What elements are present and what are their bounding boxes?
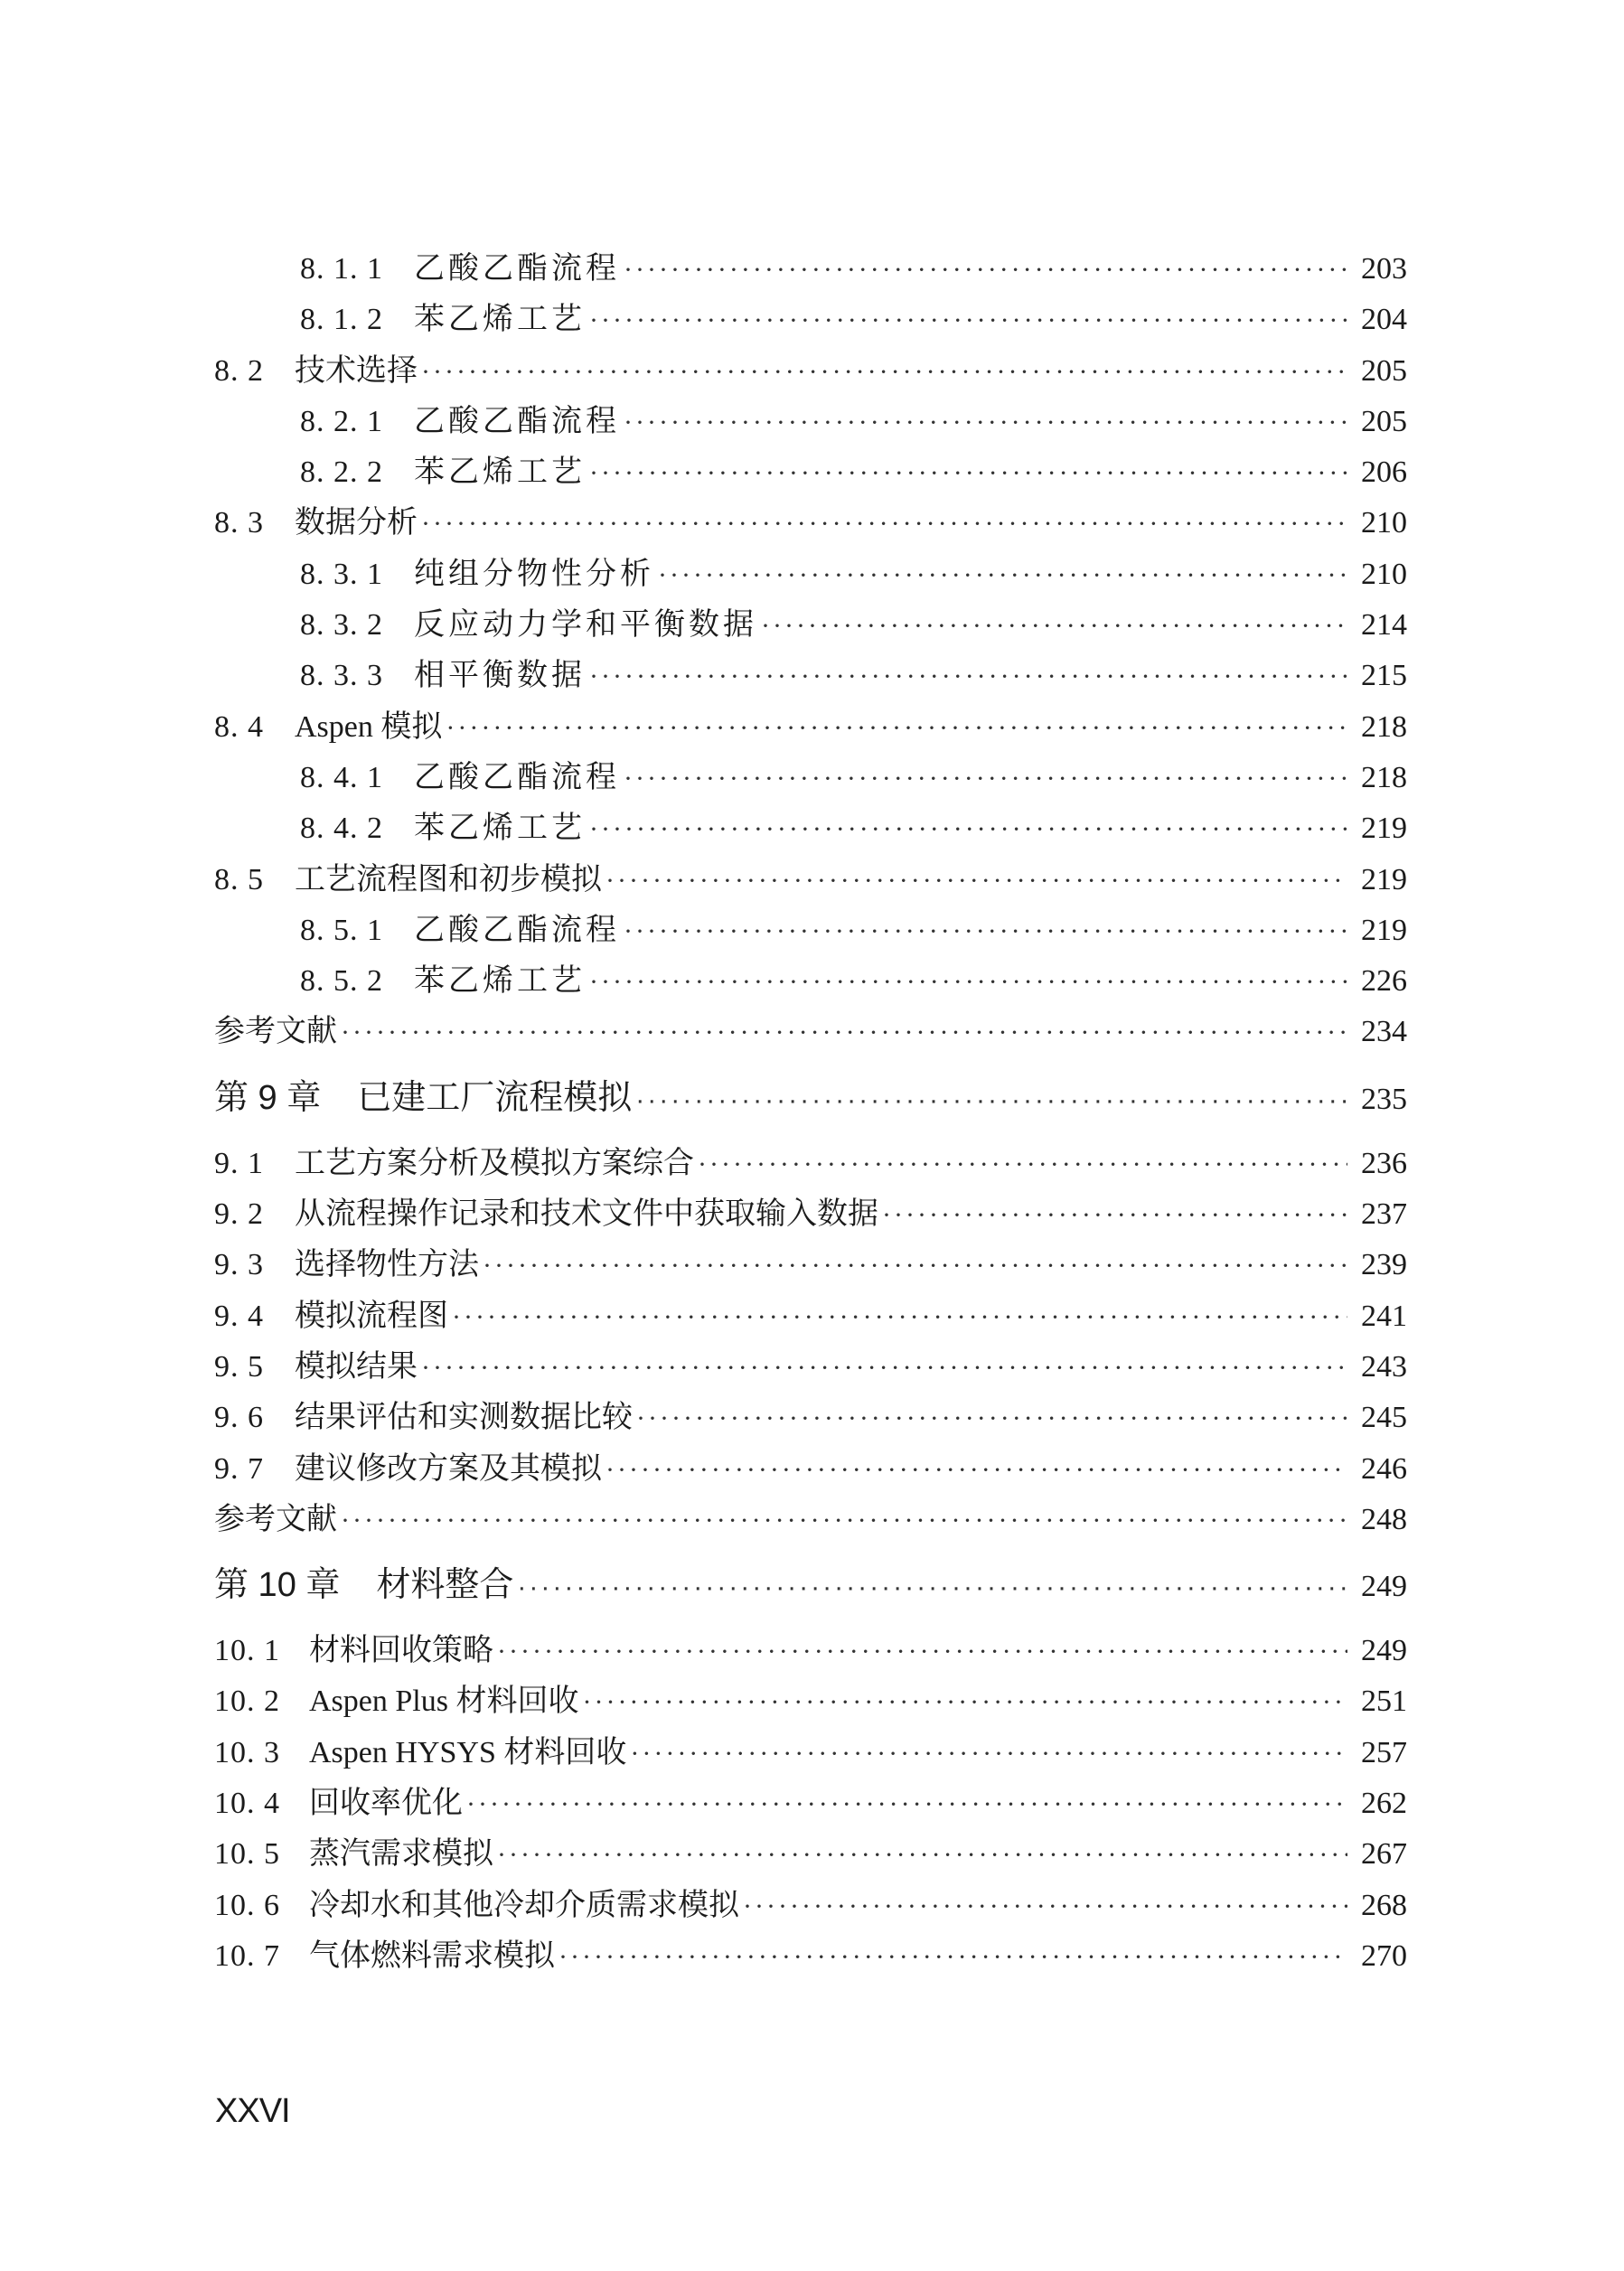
dot-leader <box>421 499 1347 549</box>
entry-number: 8. 5 <box>214 862 264 896</box>
dot-leader <box>658 550 1347 601</box>
entry-title: 模拟流程图 <box>295 1299 448 1333</box>
dot-leader <box>589 652 1347 702</box>
entry-number: 8. 5. 1 <box>300 913 383 947</box>
entry-number: 8. 1. 1 <box>300 252 383 286</box>
dot-leader <box>582 1677 1347 1728</box>
entry-number: 10. 6 <box>214 1888 280 1922</box>
entry-title: 苯乙烯工艺 <box>414 455 586 490</box>
entry-number: 9. 2 <box>214 1197 264 1232</box>
dot-leader <box>589 957 1347 1008</box>
dot-leader <box>698 1140 1347 1190</box>
entry-page: 237 <box>1361 1197 1407 1232</box>
entry-number: 10. 1 <box>214 1634 280 1668</box>
chapter-title: 已建工厂流程模拟 <box>357 1078 633 1117</box>
entry-title: 乙酸乙酯流程 <box>414 252 620 286</box>
entry-page: 210 <box>1361 506 1407 540</box>
entry-number: 9. 7 <box>214 1451 264 1486</box>
entry-title: 数据分析 <box>295 506 418 540</box>
entry-title: 参考文献 <box>214 1502 337 1536</box>
entry-page: 218 <box>1361 709 1407 744</box>
entry-number: 8. 3. 1 <box>300 557 383 591</box>
toc-entry-9-2[interactable] <box>214 1189 1407 1240</box>
entry-title: 选择物性方法 <box>295 1248 479 1282</box>
entry-page: 218 <box>1361 760 1407 794</box>
entry-number: 8. 3. 3 <box>300 659 383 693</box>
entry-title: 纯组分物性分析 <box>414 557 654 591</box>
entry-number: 10. 2 <box>214 1684 280 1719</box>
toc-entry-9-6[interactable] <box>214 1393 1407 1443</box>
table-of-contents <box>214 244 1407 1982</box>
toc-entry-9-1[interactable] <box>214 1139 1407 1189</box>
entry-title: 技术选择 <box>295 353 418 388</box>
entry-number: 10. 5 <box>214 1837 280 1872</box>
toc-entry-9-5[interactable] <box>214 1342 1407 1393</box>
entry-number: 10. 7 <box>214 1938 280 1973</box>
entry-page: 249 <box>1361 1634 1407 1668</box>
entry-page: 215 <box>1361 659 1407 693</box>
entry-number: 8. 1. 2 <box>300 303 383 337</box>
toc-entry-8-5-2[interactable] <box>214 956 1407 1007</box>
entry-title: 气体燃料需求模拟 <box>309 1938 555 1973</box>
dot-leader <box>605 1445 1347 1496</box>
entry-page: 205 <box>1361 353 1407 388</box>
toc-entry-8-2-2[interactable] <box>214 447 1407 498</box>
entry-page: 219 <box>1361 812 1407 846</box>
entry-title: 工艺流程图和初步模拟 <box>295 862 602 896</box>
dot-leader <box>589 804 1347 855</box>
toc-entry-10-6[interactable] <box>214 1881 1407 1931</box>
entry-page: 204 <box>1361 303 1407 337</box>
dot-leader <box>624 906 1347 957</box>
toc-entry-8-2-1[interactable] <box>214 397 1407 447</box>
dot-leader <box>483 1241 1347 1291</box>
dot-leader <box>635 1062 1347 1140</box>
dot-leader <box>589 448 1347 499</box>
dot-leader <box>517 1549 1347 1627</box>
toc-entry-8-1-1[interactable] <box>214 244 1407 295</box>
toc-entry-8-3-3[interactable] <box>214 651 1407 701</box>
dot-leader <box>421 1343 1347 1394</box>
entry-title: 从流程操作记录和技术文件中获取输入数据 <box>295 1197 878 1232</box>
toc-entry-8-5-1[interactable] <box>214 906 1407 956</box>
toc-entry-10-3[interactable] <box>214 1728 1407 1778</box>
dot-leader <box>630 1729 1347 1779</box>
entry-number: 8. 4. 2 <box>300 812 383 846</box>
chapter-page: 235 <box>1361 1082 1407 1116</box>
chapter-title: 材料整合 <box>376 1566 514 1605</box>
chapter-page: 249 <box>1361 1570 1407 1604</box>
toc-entry-ch8-references[interactable] <box>214 1007 1407 1057</box>
entry-title: 模拟结果 <box>295 1349 418 1384</box>
dot-leader <box>341 1008 1347 1058</box>
dot-leader <box>882 1190 1347 1241</box>
entry-page: 245 <box>1361 1401 1407 1435</box>
entry-number: 8. 3 <box>214 506 264 540</box>
entry-number: 8. 2. 2 <box>300 455 383 490</box>
dot-leader <box>341 1496 1347 1546</box>
entry-page: 214 <box>1361 608 1407 643</box>
toc-entry-9-7[interactable] <box>214 1444 1407 1495</box>
toc-entry-9-3[interactable] <box>214 1240 1407 1290</box>
dot-leader <box>466 1779 1347 1830</box>
entry-page: 234 <box>1361 1015 1407 1049</box>
entry-title: 回收率优化 <box>309 1787 463 1821</box>
toc-entry-8-4[interactable] <box>214 702 1407 753</box>
entry-number: 8. 2 <box>214 353 264 388</box>
entry-number: 9. 6 <box>214 1401 264 1435</box>
entry-page: 268 <box>1361 1888 1407 1922</box>
entry-number: 10. 4 <box>214 1787 280 1821</box>
dot-leader <box>589 296 1347 346</box>
entry-page: 210 <box>1361 557 1407 591</box>
toc-chapter-10[interactable] <box>214 1546 1407 1624</box>
entry-title: Aspen 模拟 <box>295 709 443 744</box>
entry-number: 8. 2. 1 <box>300 404 383 438</box>
entry-title: 苯乙烯工艺 <box>414 964 586 999</box>
toc-entry-10-2[interactable] <box>214 1676 1407 1727</box>
entry-title: 材料回收策略 <box>309 1634 493 1668</box>
entry-page: 203 <box>1361 252 1407 286</box>
entry-page: 243 <box>1361 1349 1407 1384</box>
entry-page: 257 <box>1361 1735 1407 1769</box>
toc-entry-8-1-2[interactable] <box>214 295 1407 345</box>
toc-entry-10-4[interactable] <box>214 1778 1407 1829</box>
entry-title: 反应动力学和平衡数据 <box>414 608 757 643</box>
entry-page: 205 <box>1361 404 1407 438</box>
entry-title: 蒸汽需求模拟 <box>309 1837 493 1872</box>
toc-entry-10-1[interactable] <box>214 1626 1407 1676</box>
entry-number: 9. 4 <box>214 1299 264 1333</box>
entry-page: 251 <box>1361 1684 1407 1719</box>
toc-chapter-9[interactable] <box>214 1059 1407 1137</box>
entry-page: 241 <box>1361 1299 1407 1333</box>
entry-title: 苯乙烯工艺 <box>414 303 586 337</box>
dot-leader <box>446 703 1347 754</box>
toc-entry-8-3[interactable] <box>214 498 1407 549</box>
dot-leader <box>605 856 1347 906</box>
entry-title: 乙酸乙酯流程 <box>414 913 620 947</box>
entry-title: 相平衡数据 <box>414 659 586 693</box>
dot-leader <box>624 754 1347 804</box>
entry-page: 248 <box>1361 1502 1407 1536</box>
entry-number: 10. 3 <box>214 1735 280 1769</box>
entry-title: 冷却水和其他冷却介质需求模拟 <box>309 1888 739 1922</box>
entry-page: 219 <box>1361 913 1407 947</box>
entry-number: 9. 1 <box>214 1146 264 1180</box>
entry-title: 乙酸乙酯流程 <box>414 760 620 794</box>
toc-entry-8-3-1[interactable] <box>214 549 1407 600</box>
entry-number: 9. 5 <box>214 1349 264 1384</box>
entry-number: 8. 4 <box>214 709 264 744</box>
dot-leader <box>636 1394 1347 1444</box>
chapter-label: 第 9 章 <box>214 1078 322 1117</box>
entry-title: 参考文献 <box>214 1015 337 1049</box>
entry-number: 8. 3. 2 <box>300 608 383 643</box>
page-folio: XXVI <box>215 2092 290 2130</box>
toc-entry-10-7[interactable] <box>214 1931 1407 1982</box>
entry-title: Aspen Plus 材料回收 <box>309 1684 579 1719</box>
entry-title: Aspen HYSYS 材料回收 <box>309 1735 627 1769</box>
toc-entry-ch9-references[interactable] <box>214 1495 1407 1545</box>
entry-page: 226 <box>1361 964 1407 999</box>
toc-entry-10-5[interactable] <box>214 1829 1407 1880</box>
toc-entry-8-2[interactable] <box>214 346 1407 397</box>
chapter-label: 第 10 章 <box>214 1566 341 1605</box>
dot-leader <box>421 347 1347 398</box>
entry-page: 262 <box>1361 1787 1407 1821</box>
dot-leader <box>624 398 1347 448</box>
entry-number: 8. 4. 1 <box>300 760 383 794</box>
dot-leader <box>497 1830 1347 1881</box>
entry-title: 苯乙烯工艺 <box>414 812 586 846</box>
entry-page: 246 <box>1361 1451 1407 1486</box>
entry-title: 工艺方案分析及模拟方案综合 <box>295 1146 694 1180</box>
toc-entry-8-5[interactable] <box>214 855 1407 906</box>
entry-title: 建议修改方案及其模拟 <box>295 1451 602 1486</box>
entry-page: 270 <box>1361 1938 1407 1973</box>
dot-leader <box>761 601 1347 652</box>
entry-number: 8. 5. 2 <box>300 964 383 999</box>
entry-page: 267 <box>1361 1837 1407 1872</box>
entry-number: 9. 3 <box>214 1248 264 1282</box>
dot-leader <box>559 1932 1347 1983</box>
dot-leader <box>743 1882 1347 1932</box>
entry-page: 219 <box>1361 862 1407 896</box>
dot-leader <box>497 1627 1347 1677</box>
entry-page: 236 <box>1361 1146 1407 1180</box>
entry-title: 结果评估和实测数据比较 <box>295 1401 633 1435</box>
entry-page: 206 <box>1361 455 1407 490</box>
toc-entry-8-4-2[interactable] <box>214 803 1407 854</box>
dot-leader <box>624 245 1347 296</box>
dot-leader <box>452 1292 1347 1343</box>
entry-page: 239 <box>1361 1248 1407 1282</box>
toc-entry-8-3-2[interactable] <box>214 600 1407 651</box>
entry-title: 乙酸乙酯流程 <box>414 404 620 438</box>
toc-entry-9-4[interactable] <box>214 1291 1407 1342</box>
toc-entry-8-4-1[interactable] <box>214 753 1407 803</box>
